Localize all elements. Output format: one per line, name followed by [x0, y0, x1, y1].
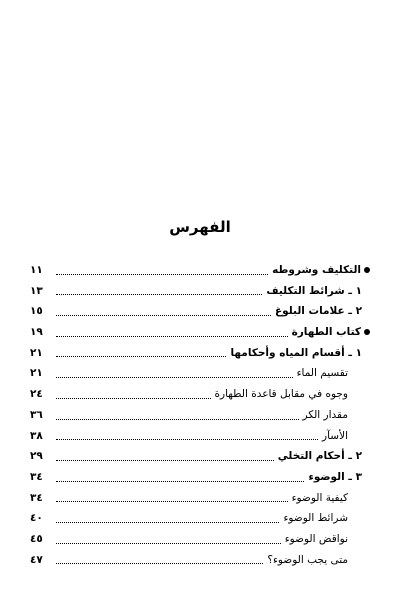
- toc-page-number: ٣٦: [30, 408, 43, 421]
- toc-entry-title: [292, 488, 348, 509]
- toc-entry-label: ٣ ـ الوضوء: [308, 470, 362, 483]
- dot-leader: [56, 254, 268, 275]
- bullet-icon: [364, 267, 370, 273]
- bullet-icon: [364, 329, 370, 335]
- dot-leader: [56, 357, 293, 378]
- dot-leader: [56, 461, 304, 482]
- toc-entry-label: ٢ ـ أحكام التخلي: [277, 450, 362, 463]
- dot-leader: [56, 295, 271, 316]
- dot-leader: [56, 544, 263, 565]
- toc-page-number: ٣٨: [30, 429, 43, 442]
- toc-entry-label: كيفية الوضوء: [291, 491, 348, 504]
- toc-entry-label: التكليف وشروطه: [272, 264, 361, 276]
- dot-leader: [56, 399, 299, 420]
- toc-page-number: ٤٥: [30, 532, 43, 545]
- toc-entry-title: [297, 363, 348, 384]
- toc-page-number: ٣٤: [30, 470, 43, 483]
- toc-page-number: ٢١: [30, 346, 43, 359]
- toc-page-number: ٢١: [30, 367, 43, 380]
- toc-entry-title: [283, 508, 348, 529]
- table-of-contents: [30, 260, 370, 570]
- toc-entry-label: مقدار الكر: [302, 408, 348, 421]
- toc-entry[interactable]: [30, 550, 370, 571]
- toc-page-number: ٢٤: [30, 388, 43, 401]
- toc-entry-label: نواقض الوضوء: [284, 532, 348, 545]
- toc-entry-label: تقسيم الماء: [296, 367, 348, 380]
- toc-page-number: ١٣: [30, 284, 43, 297]
- toc-page-number: ٤٠: [30, 512, 43, 525]
- toc-entry-title: [266, 281, 362, 302]
- toc-page-number: ١١: [30, 264, 43, 276]
- dot-leader: [56, 523, 281, 544]
- toc-entry-label: ١ ـ أقسام المياه وأحكامها: [230, 346, 362, 359]
- dot-leader: [56, 502, 279, 523]
- toc-entry-title: [272, 260, 370, 281]
- dot-leader: [56, 275, 262, 296]
- toc-page-number: ٣٤: [30, 491, 43, 504]
- toc-page-number: ٢٩: [30, 450, 43, 463]
- toc-page-number: ١٩: [30, 326, 43, 339]
- toc-entry-label: شرائط الوضوء: [283, 512, 348, 525]
- toc-entry-label: وجوه في مقابل قاعدة الطهارة: [214, 388, 348, 401]
- toc-entry-label: ٢ ـ علامات البلوغ: [275, 305, 362, 318]
- toc-entry-label: الأسآر: [322, 429, 348, 442]
- dot-leader: [56, 316, 288, 337]
- toc-entry-label: ١ ـ شرائط التكليف: [266, 284, 362, 297]
- toc-entry-label: كتاب الطهارة: [291, 326, 361, 339]
- page-title: الفهرس: [169, 218, 231, 236]
- dot-leader: [56, 440, 274, 461]
- dot-leader: [56, 378, 211, 399]
- dot-leader: [56, 337, 226, 358]
- toc-entry-title: [267, 550, 348, 571]
- dot-leader: [56, 420, 318, 441]
- dot-leader: [56, 482, 288, 503]
- toc-entry-label: متى يجب الوضوء؟: [267, 553, 348, 566]
- toc-page-number: ١٥: [30, 305, 43, 318]
- toc-entry-title: [308, 467, 362, 488]
- toc-entry-title: [322, 426, 348, 447]
- toc-entry-title: [275, 301, 362, 322]
- toc-entry-title: [292, 322, 370, 343]
- toc-entry-title: [285, 529, 348, 550]
- toc-page-number: ٤٧: [30, 553, 43, 566]
